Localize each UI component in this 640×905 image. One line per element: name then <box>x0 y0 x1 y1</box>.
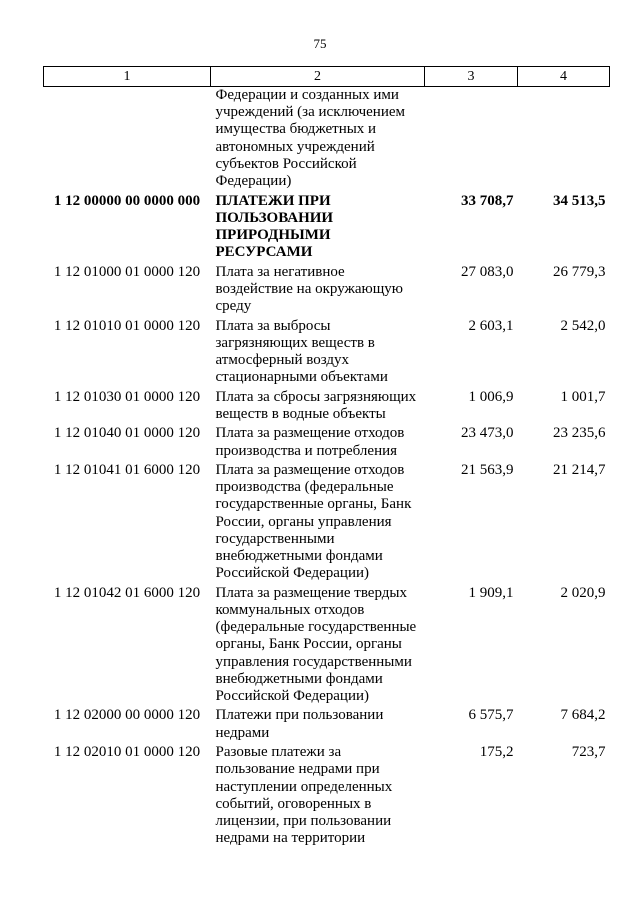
item-name-cell: Плата за выбросы загрязняющих веществ в атмосферный воздух стационарными объектами <box>215 317 388 386</box>
value-column-3-cell <box>425 87 518 191</box>
item-name-cell: Федерации и созданных ими учреждений (за исключением имущества бюджетных и автономных учреждений субъектов Российской Федерации) <box>215 87 406 190</box>
item-name-cell: Плата за негативное воздействие на окружающую среду <box>215 263 403 315</box>
item-name-cell: Плата за размещение отходов производства (федеральные государственные органы, Банк России, органы управления государственными внебюджетными фондами Российской Федерации) <box>215 462 412 582</box>
table-row <box>44 316 610 387</box>
item-name-cell: Плата за размещение отходов производства и потребления <box>215 425 405 459</box>
column-header-code: 1 <box>44 67 211 87</box>
table-row <box>44 583 610 706</box>
value-column-3-cell: 6 575,7 <box>468 707 514 724</box>
table-row <box>44 423 610 460</box>
table-row <box>44 387 610 424</box>
value-column-3-cell: 1 909,1 <box>468 584 514 601</box>
item-name-cell: Плата за сбросы загрязняющих веществ в водные объекты <box>215 388 417 422</box>
table-body <box>44 87 610 848</box>
value-column-4-cell <box>518 87 610 191</box>
table-header <box>44 67 610 87</box>
column-header-value-3: 3 <box>425 67 518 87</box>
table-row <box>44 705 610 742</box>
value-column-4-cell: 21 214,7 <box>553 462 606 479</box>
page-number: 75 <box>313 36 327 51</box>
budget-code-cell: 1 12 02000 00 0000 120 <box>53 707 201 724</box>
table-row <box>44 742 610 848</box>
table-row <box>44 87 610 191</box>
value-column-4-cell: 723,7 <box>571 744 606 761</box>
column-header-value-4: 4 <box>518 67 610 87</box>
value-column-3-cell: 27 083,0 <box>461 263 514 280</box>
value-column-4-cell: 23 235,6 <box>553 425 606 442</box>
value-column-4-cell: 1 001,7 <box>560 388 606 405</box>
budget-code-cell: 1 12 01010 01 0000 120 <box>53 317 201 334</box>
value-column-3-cell: 1 006,9 <box>468 388 514 405</box>
table-row <box>44 262 610 316</box>
value-column-4-cell: 7 684,2 <box>560 707 606 724</box>
budget-code-cell: 1 12 01030 01 0000 120 <box>53 388 201 405</box>
value-column-4-cell: 2 542,0 <box>560 317 606 334</box>
value-column-4-cell: 34 513,5 <box>553 192 606 209</box>
item-name-cell: ПЛАТЕЖИ ПРИ ПОЛЬЗОВАНИИ ПРИРОДНЫМИ РЕСУРСАМИ <box>215 192 334 261</box>
value-column-3-cell: 2 603,1 <box>468 317 514 334</box>
column-header-name: 2 <box>211 67 425 87</box>
budget-code-cell: 1 12 01000 01 0000 120 <box>53 263 201 280</box>
value-column-3-cell: 33 708,7 <box>461 192 514 209</box>
budget-code-cell: 1 12 01042 01 6000 120 <box>53 584 201 601</box>
item-name-cell: Платежи при пользовании недрами <box>215 707 384 741</box>
budget-revenue-table <box>43 66 610 848</box>
value-column-4-cell: 2 020,9 <box>560 584 606 601</box>
value-column-4-cell: 26 779,3 <box>553 263 606 280</box>
item-name-cell: Плата за размещение твердых коммунальных отходов (федеральные государственные органы, Банк России, органы управления государственными внебюджетными фондами Российской Федерации) <box>215 584 417 704</box>
table-row <box>44 460 610 583</box>
budget-code-cell: 1 12 02010 01 0000 120 <box>53 744 201 761</box>
value-column-3-cell: 21 563,9 <box>461 462 514 479</box>
budget-code-cell <box>44 87 211 191</box>
value-column-3-cell: 23 473,0 <box>461 425 514 442</box>
table-row <box>44 191 610 262</box>
budget-code-cell: 1 12 01040 01 0000 120 <box>53 425 201 442</box>
budget-code-cell: 1 12 01041 01 6000 120 <box>53 462 201 479</box>
value-column-3-cell: 175,2 <box>479 744 514 761</box>
budget-code-cell: 1 12 00000 00 0000 000 <box>53 192 201 209</box>
table-header-row <box>44 67 610 87</box>
item-name-cell: Разовые платежи за пользование недрами при наступлении определенных событий, оговоренных в лицензии, при пользовании недрами на территории <box>215 744 393 847</box>
